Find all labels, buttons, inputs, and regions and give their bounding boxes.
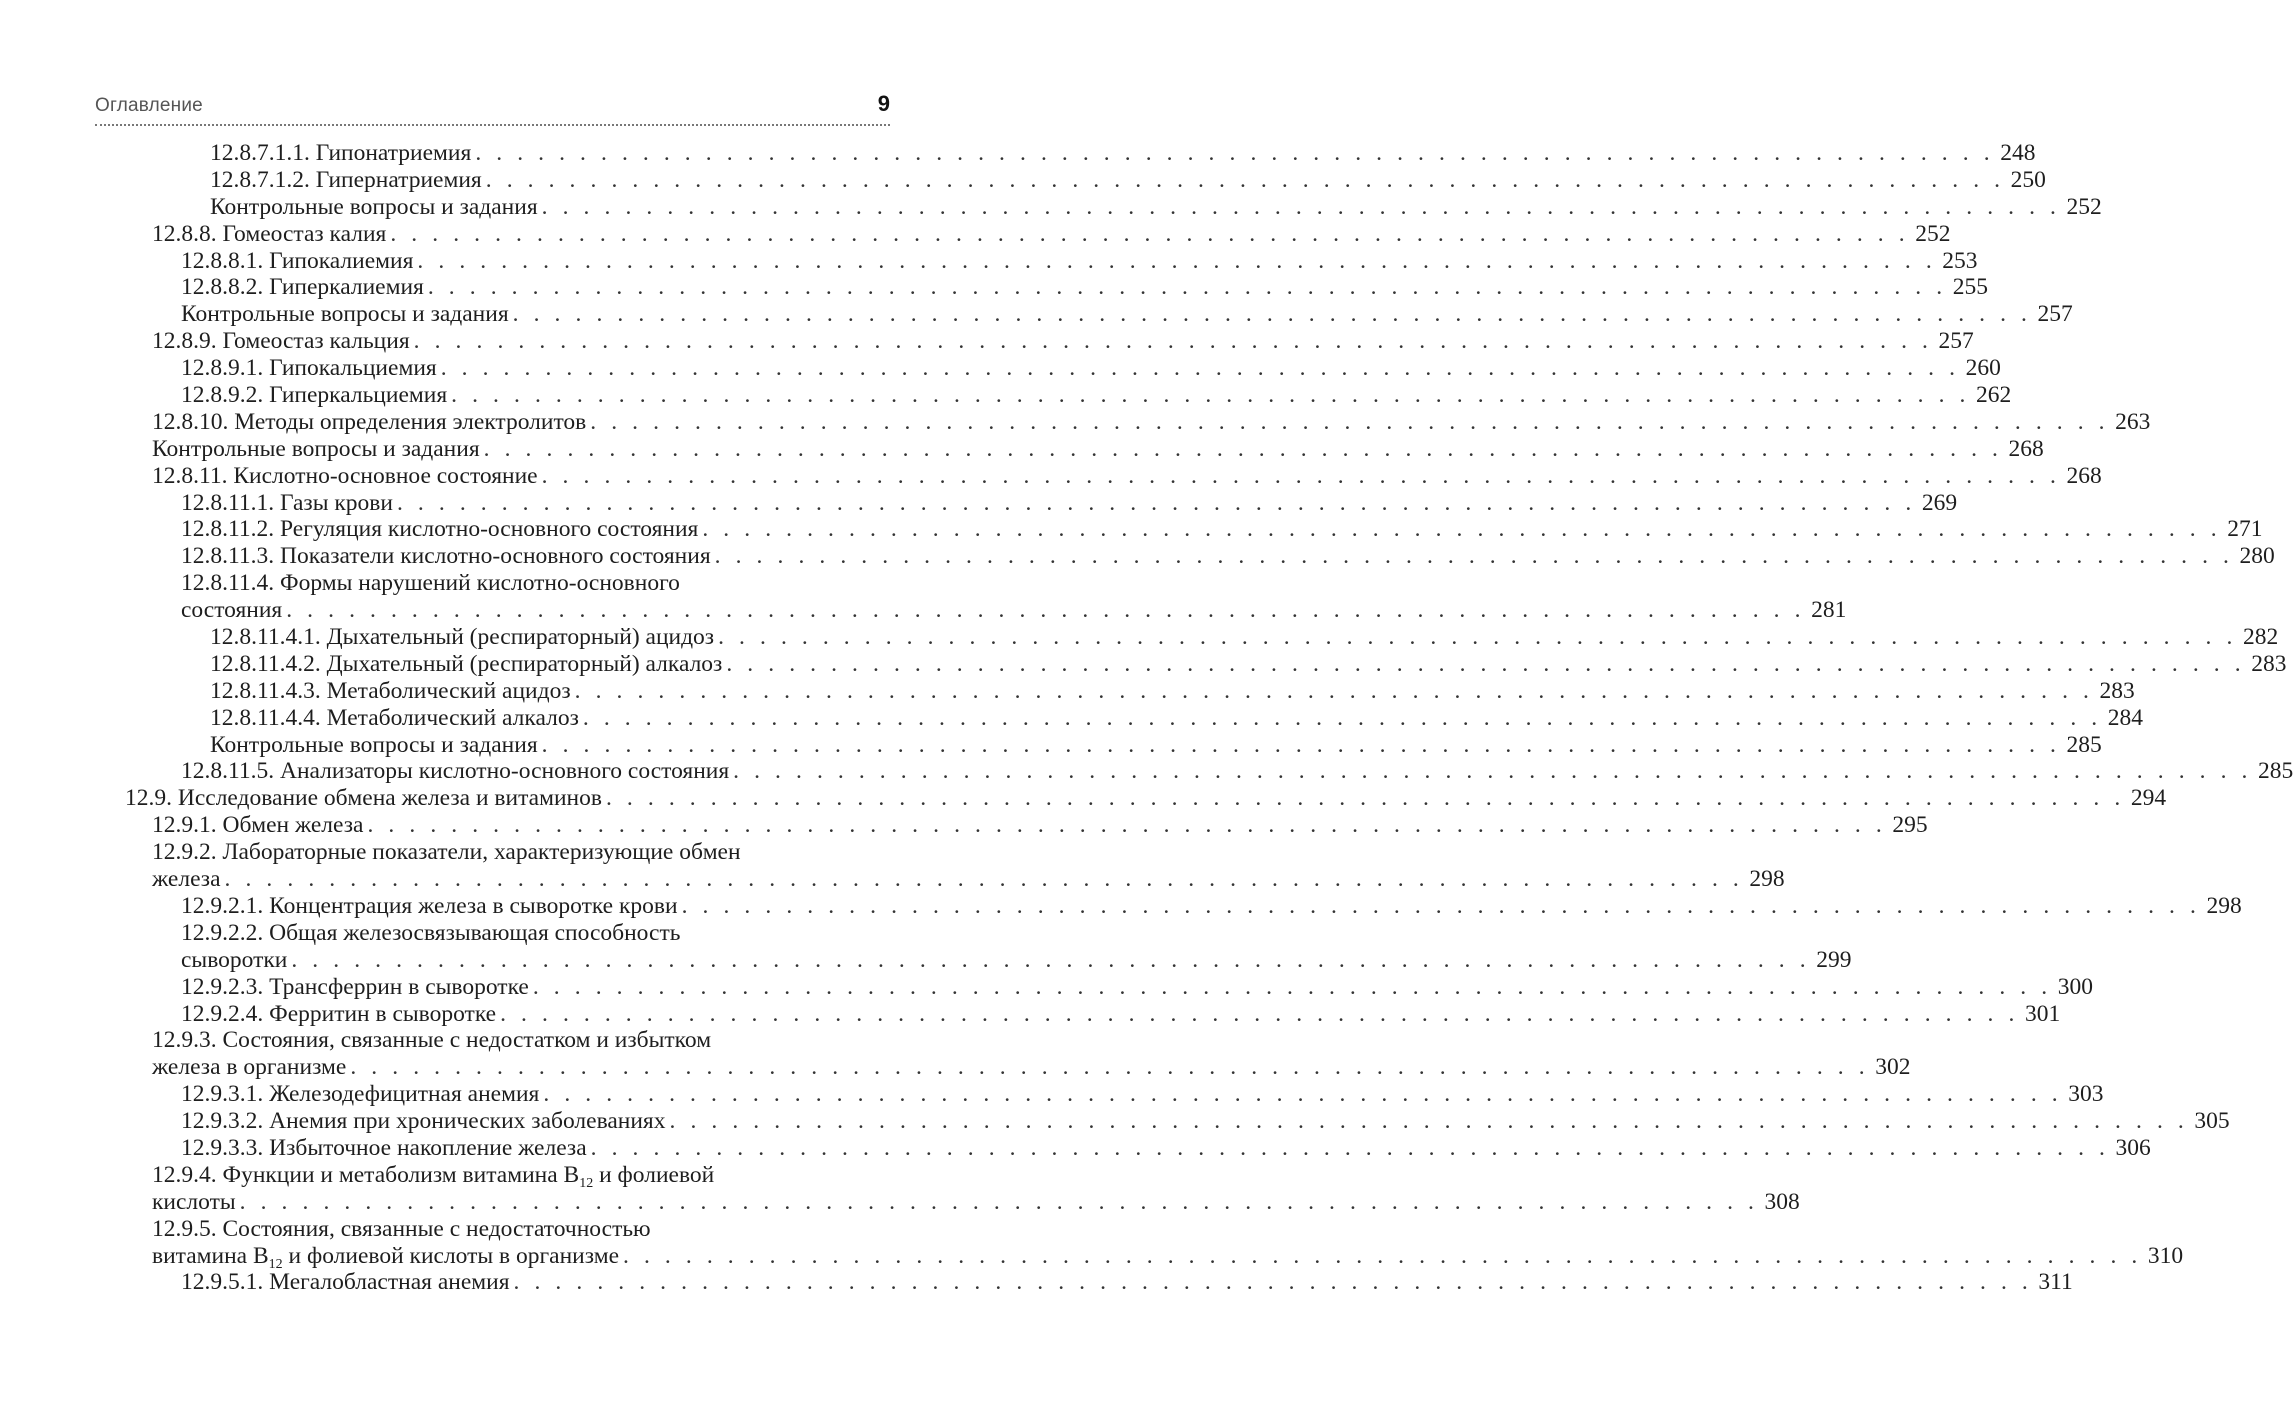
toc-entry-title: Контрольные вопросы и задания — [152, 435, 480, 462]
dot-leader: . . . . . . . . . . . . . . . . . . . . . . . . . . . . . . . . . . . . . . . . . . . . . . . . . . . . . . . . . . . . . . . . . . . . . . . . . — [224, 866, 1744, 893]
toc-entry-title-continuation — [152, 1243, 619, 1270]
toc-entry-page: 262 — [1976, 382, 2012, 409]
dot-leader: . . . . . . . . . . . . . . . . . . . . . . . . . . . . . . . . . . . . . . . . . . . . . . . . . . . . . . . . . . . . . . . . . . . . . . . . . — [396, 489, 1916, 516]
toc-entry-title-continuation: состояния — [181, 597, 283, 624]
toc-entry[interactable] — [0, 543, 2275, 570]
toc-entry-title: 12.9.3.2. Анемия при хронических заболеваниях — [181, 1108, 666, 1135]
toc-entry[interactable] — [0, 839, 1785, 893]
toc-entry-page: 283 — [2251, 650, 2287, 677]
section-title: Оглавление — [95, 95, 203, 116]
toc-entry-page: 271 — [2227, 516, 2263, 543]
toc-entry-page: 257 — [2037, 301, 2073, 328]
toc-entry-page: 282 — [2242, 624, 2279, 651]
toc-entry[interactable] — [0, 301, 2073, 328]
toc-entry-title: 12.8.11.4.4. Метаболический алкалоз — [210, 704, 579, 731]
subscript: 12 — [579, 1175, 594, 1191]
toc-entry[interactable] — [0, 193, 2102, 221]
toc-entry[interactable] — [0, 1215, 2184, 1272]
toc-entry-page: 300 — [2057, 973, 2093, 1000]
toc-entry-page: 248 — [2000, 140, 2036, 166]
toc-entry[interactable] — [0, 1027, 1911, 1081]
toc-entry-title: 12.9.2.2. Общая железосвязывающая способность — [181, 919, 681, 946]
toc-entry-page: 311 — [2038, 1269, 2073, 1296]
toc-entry-title: 12.9.3.3. Избыточное накопление железа — [181, 1134, 587, 1161]
toc-entry-page: 280 — [2239, 543, 2275, 570]
toc-entry-page: 306 — [2115, 1134, 2151, 1161]
toc-entry-title: 12.8.11.4.2. Дыхательный (респираторный) алкалоз — [210, 650, 723, 677]
toc-entry-title: 12.9.2.3. Трансферрин в сыворотке — [181, 973, 529, 1000]
toc-entry-title: 12.8.11.4.3. Метаболический ацидоз — [210, 677, 571, 704]
toc-entry-title: 12.9.3. Состояния, связанные с недостатком и избытком — [152, 1027, 712, 1054]
dot-leader: . . . . . . . . . . . . . . . . . . . . . . . . . . . . . . . . . . . . . . . . . . . . . . . . . . . . . . . . . . . . . . . . . . . . . . . . . — [239, 1188, 1759, 1215]
toc-entry[interactable] — [0, 274, 1988, 301]
dot-leader: . . . . . . . . . . . . . . . . . . . . . . . . . . . . . . . . . . . . . . . . . . . . . . . . . . . . . . . . . . . . . . . . . . . . . . . . . — [669, 1108, 2189, 1135]
table-of-contents — [0, 140, 2293, 1296]
dot-leader: . . . . . . . . . . . . . . . . . . . . . . . . . . . . . . . . . . . . . . . . . . . . . . . . . . . . . . . . . . . . . . . . . . . . . . . . . — [605, 785, 2125, 812]
toc-entry[interactable] — [0, 1134, 2151, 1162]
dot-leader: . . . . . . . . . . . . . . . . . . . . . . . . . . . . . . . . . . . . . . . . . . . . . . . . . . . . . . . . . . . . . . . . . . . . . . . . . — [590, 1134, 2110, 1161]
toc-entry-page: 252 — [1915, 220, 1951, 247]
toc-entry[interactable] — [0, 758, 2293, 785]
toc-entry[interactable] — [0, 1269, 2073, 1296]
dot-leader: . . . . . . . . . . . . . . . . . . . . . . . . . . . . . . . . . . . . . . . . . . . . . . . . . . . . . . . . . . . . . . . . . . . . . . . . . — [475, 140, 1995, 166]
toc-entry[interactable] — [0, 812, 1928, 839]
toc-entry-title: Контрольные вопросы и задания — [210, 731, 538, 758]
dot-leader: . . . . . . . . . . . . . . . . . . . . . . . . . . . . . . . . . . . . . . . . . . . . . . . . . . . . . . . . . . . . . . . . . . . . . . . . . — [291, 946, 1811, 973]
toc-entry-page: 305 — [2194, 1108, 2230, 1135]
toc-entry-page: 302 — [1875, 1054, 1911, 1081]
dot-leader: . . . . . . . . . . . . . . . . . . . . . . . . . . . . . . . . . . . . . . . . . . . . . . . . . . . . . . . . . . . . . . . . . . . . . . . . . — [681, 892, 2201, 919]
dot-leader: . . . . . . . . . . . . . . . . . . . . . . . . . . . . . . . . . . . . . . . . . . . . . . . . . . . . . . . . . . . . . . . . . . . . . . . . . — [623, 1242, 2142, 1269]
toc-entry-page: 253 — [1942, 247, 1978, 274]
toc-entry-title: 12.8.9.2. Гиперкальциемия — [181, 382, 448, 409]
toc-entry-page: 284 — [2107, 704, 2143, 731]
dot-leader: . . . . . . . . . . . . . . . . . . . . . . . . . . . . . . . . . . . . . . . . . . . . . . . . . . . . . . . . . . . . . . . . . . . . . . . . . — [513, 1269, 2033, 1296]
toc-entry[interactable] — [0, 489, 1958, 517]
toc-entry-title-continuation: кислоты — [152, 1188, 236, 1215]
dot-leader: . . . . . . . . . . . . . . . . . . . . . . . . . . . . . . . . . . . . . . . . . . . . . . . . . . . . . . . . . . . . . . . . . . . . . . . . . — [718, 624, 2237, 651]
dot-leader: . . . . . . . . . . . . . . . . . . . . . . . . . . . . . . . . . . . . . . . . . . . . . . . . . . . . . . . . . . . . . . . . . . . . . . . . . — [543, 1081, 2063, 1108]
toc-entry[interactable] — [0, 1161, 1800, 1216]
dot-leader: . . . . . . . . . . . . . . . . . . . . . . . . . . . . . . . . . . . . . . . . . . . . . . . . . . . . . . . . . . . . . . . . . . . . . . . . . — [532, 973, 2052, 1000]
toc-entry[interactable] — [0, 140, 2036, 167]
toc-entry-title: Контрольные вопросы и задания — [210, 193, 538, 220]
toc-entry-page: 298 — [2206, 892, 2242, 919]
toc-entry[interactable] — [0, 1000, 2061, 1028]
dot-leader: . . . . . . . . . . . . . . . . . . . . . . . . . . . . . . . . . . . . . . . . . . . . . . . . . . . . . . . . . . . . . . . . . . . . . . . . . — [413, 328, 1933, 355]
toc-entry[interactable] — [0, 516, 2263, 543]
dot-leader: . . . . . . . . . . . . . . . . . . . . . . . . . . . . . . . . . . . . . . . . . . . . . . . . . . . . . . . . . . . . . . . . . . . . . . . . . — [726, 650, 2246, 677]
toc-entry-title: 12.9. Исследование обмена железа и витаминов — [125, 785, 602, 812]
toc-entry[interactable] — [0, 166, 2046, 194]
dot-leader: . . . . . . . . . . . . . . . . . . . . . . . . . . . . . . . . . . . . . . . . . . . . . . . . . . . . . . . . . . . . . . . . . . . . . . . . . — [541, 462, 2061, 489]
toc-entry[interactable] — [0, 1108, 2230, 1135]
toc-entry-page: 299 — [1816, 946, 1852, 973]
dot-leader: . . . . . . . . . . . . . . . . . . . . . . . . . . . . . . . . . . . . . . . . . . . . . . . . . . . . . . . . . . . . . . . . . . . . . . . . . — [451, 382, 1971, 409]
toc-entry-title: 12.8.7.1.1. Гипонатриемия — [210, 140, 472, 166]
toc-entry-page: 310 — [2147, 1242, 2184, 1269]
toc-entry[interactable] — [0, 785, 2167, 812]
dot-leader: . . . . . . . . . . . . . . . . . . . . . . . . . . . . . . . . . . . . . . . . . . . . . . . . . . . . . . . . . . . . . . . . . . . . . . . . . — [390, 220, 1910, 247]
dot-leader: . . . . . . . . . . . . . . . . . . . . . . . . . . . . . . . . . . . . . . . . . . . . . . . . . . . . . . . . . . . . . . . . . . . . . . . . . — [350, 1054, 1870, 1081]
toc-entry-title: 12.8.9. Гомеостаз кальция — [152, 328, 410, 355]
toc-entry-page: 285 — [2066, 731, 2102, 758]
toc-entry[interactable] — [0, 919, 1852, 974]
subscript: 12 — [268, 1256, 283, 1272]
toc-entry-page: 295 — [1892, 812, 1928, 839]
toc-entry-title: 12.8.8. Гомеостаз калия — [152, 220, 387, 247]
toc-entry-title: Контрольные вопросы и задания — [181, 301, 509, 328]
page-number: 9 — [877, 91, 890, 116]
toc-entry-page: 269 — [1921, 489, 1958, 516]
toc-entry-title-continuation: железа в организме — [152, 1054, 347, 1081]
toc-entry-page: 294 — [2130, 785, 2167, 812]
toc-entry-title: 12.8.11. Кислотно-основное состояние — [152, 462, 538, 489]
toc-entry-page: 263 — [2115, 408, 2151, 435]
toc-entry[interactable] — [0, 624, 2279, 651]
toc-entry-title: 12.9.1. Обмен железа — [152, 812, 364, 839]
toc-entry-page: 281 — [1811, 597, 1847, 624]
toc-entry-title: 12.8.11.2. Регуляция кислотно-основного состояния — [181, 516, 699, 543]
dot-leader: . . . . . . . . . . . . . . . . . . . . . . . . . . . . . . . . . . . . . . . . . . . . . . . . . . . . . . . . . . . . . . . . . . . . . . . . . — [485, 166, 2005, 193]
dot-leader: . . . . . . . . . . . . . . . . . . . . . . . . . . . . . . . . . . . . . . . . . . . . . . . . . . . . . . . . . . . . . . . . . . . . . . . . . — [286, 597, 1806, 624]
toc-entry-title: 12.8.9.1. Гипокальциемия — [181, 355, 437, 382]
dot-leader: . . . . . . . . . . . . . . . . . . . . . . . . . . . . . . . . . . . . . . . . . . . . . . . . . . . . . . . . . . . . . . . . . . . . . . . . . — [512, 301, 2032, 328]
toc-entry-title-part: витамина B — [152, 1242, 269, 1269]
toc-entry[interactable] — [0, 408, 2151, 436]
toc-entry[interactable] — [0, 677, 2135, 705]
toc-entry-title-part: и фолиевой — [593, 1161, 715, 1188]
toc-entry-title: 12.9.2.1. Концентрация железа в сыворотке крови — [181, 892, 678, 919]
toc-entry-page: 255 — [1952, 274, 1988, 301]
toc-entry[interactable] — [0, 973, 2093, 1001]
dot-leader: . . . . . . . . . . . . . . . . . . . . . . . . . . . . . . . . . . . . . . . . . . . . . . . . . . . . . . . . . . . . . . . . . . . . . . . . . — [417, 247, 1937, 274]
toc-entry-page: 301 — [2024, 1000, 2061, 1027]
toc-entry-title: 12.9.2. Лабораторные показатели, характеризующие обмен — [152, 839, 741, 866]
toc-entry-page: 285 — [2258, 758, 2293, 785]
toc-entry-title: 12.8.8.2. Гиперкалиемия — [181, 274, 424, 301]
dot-leader: . . . . . . . . . . . . . . . . . . . . . . . . . . . . . . . . . . . . . . . . . . . . . . . . . . . . . . . . . . . . . . . . . . . . . . . . . — [574, 677, 2094, 704]
toc-entry-page: 252 — [2066, 193, 2102, 220]
toc-entry-title: 12.8.8.1. Гипокалиемия — [181, 247, 414, 274]
toc-entry-title: 12.8.11.1. Газы крови — [181, 489, 393, 516]
toc-entry[interactable] — [0, 731, 2102, 759]
toc-entry-title: 12.8.11.4. Формы нарушений кислотно-основного — [181, 570, 680, 597]
toc-entry-page: 260 — [1965, 355, 2001, 382]
toc-entry-page: 268 — [2008, 435, 2044, 462]
dot-leader: . . . . . . . . . . . . . . . . . . . . . . . . . . . . . . . . . . . . . . . . . . . . . . . . . . . . . . . . . . . . . . . . . . . . . . . . . — [590, 408, 2110, 435]
toc-entry-title: 12.8.11.5. Анализаторы кислотно-основного состояния — [181, 758, 730, 785]
toc-entry-title: 12.9.2.4. Ферритин в сыворотке — [181, 1000, 497, 1027]
toc-entry[interactable] — [0, 382, 2012, 409]
toc-entry-page: 250 — [2010, 166, 2046, 193]
running-header — [95, 93, 890, 127]
dot-leader: . . . . . . . . . . . . . . . . . . . . . . . . . . . . . . . . . . . . . . . . . . . . . . . . . . . . . . . . . . . . . . . . . . . . . . . . . — [541, 193, 2061, 220]
toc-entry[interactable] — [0, 435, 2044, 463]
dot-leader: . . . . . . . . . . . . . . . . . . . . . . . . . . . . . . . . . . . . . . . . . . . . . . . . . . . . . . . . . . . . . . . . . . . . . . . . . — [483, 435, 2003, 462]
dot-leader: . . . . . . . . . . . . . . . . . . . . . . . . . . . . . . . . . . . . . . . . . . . . . . . . . . . . . . . . . . . . . . . . . . . . . . . . . — [367, 812, 1887, 839]
toc-entry-title: 12.9.5.1. Мегалобластная анемия — [181, 1269, 510, 1296]
toc-entry[interactable] — [0, 650, 2287, 678]
dot-leader: . . . . . . . . . . . . . . . . . . . . . . . . . . . . . . . . . . . . . . . . . . . . . . . . . . . . . . . . . . . . . . . . . . . . . . . . . — [440, 355, 1960, 382]
toc-entry[interactable] — [0, 247, 1978, 275]
toc-entry-page: 298 — [1749, 866, 1785, 893]
toc-entry-page: 257 — [1938, 328, 1974, 355]
dot-leader: . . . . . . . . . . . . . . . . . . . . . . . . . . . . . . . . . . . . . . . . . . . . . . . . . . . . . . . . . . . . . . . . . . . . . . . . . — [541, 731, 2061, 758]
toc-entry[interactable] — [0, 220, 1951, 248]
dot-leader: . . . . . . . . . . . . . . . . . . . . . . . . . . . . . . . . . . . . . . . . . . . . . . . . . . . . . . . . . . . . . . . . . . . . . . . . . — [702, 516, 2222, 543]
toc-entry-title: 12.9.3.1. Железодефицитная анемия — [181, 1081, 540, 1108]
toc-entry[interactable] — [0, 328, 1974, 355]
toc-entry-page: 303 — [2068, 1081, 2104, 1108]
toc-entry-page: 308 — [1764, 1188, 1800, 1215]
header-dotted-rule — [95, 124, 890, 126]
toc-entry[interactable] — [0, 704, 2143, 732]
toc-entry-title: 12.8.7.1.2. Гипернатриемия — [210, 166, 482, 193]
toc-entry[interactable] — [0, 570, 1847, 624]
toc-entry-title-part: 12.9.4. Функции и метаболизм витамина B — [152, 1161, 580, 1188]
dot-leader: . . . . . . . . . . . . . . . . . . . . . . . . . . . . . . . . . . . . . . . . . . . . . . . . . . . . . . . . . . . . . . . . . . . . . . . . . — [582, 704, 2102, 731]
toc-entry-page: 268 — [2066, 462, 2102, 489]
toc-entry-page: 283 — [2099, 677, 2135, 704]
toc-entry-title: 12.8.11.4.1. Дыхательный (респираторный) ацидоз — [210, 624, 715, 651]
dot-leader: . . . . . . . . . . . . . . . . . . . . . . . . . . . . . . . . . . . . . . . . . . . . . . . . . . . . . . . . . . . . . . . . . . . . . . . . . — [500, 1000, 2019, 1027]
toc-entry-title: 12.8.11.3. Показатели кислотно-основного состояния — [181, 543, 711, 570]
toc-entry[interactable] — [0, 892, 2242, 920]
toc-entry-title — [152, 1162, 714, 1189]
dot-leader: . . . . . . . . . . . . . . . . . . . . . . . . . . . . . . . . . . . . . . . . . . . . . . . . . . . . . . . . . . . . . . . . . . . . . . . . . — [427, 274, 1947, 301]
toc-entry[interactable] — [0, 1081, 2104, 1108]
dot-leader: . . . . . . . . . . . . . . . . . . . . . . . . . . . . . . . . . . . . . . . . . . . . . . . . . . . . . . . . . . . . . . . . . . . . . . . . . — [714, 543, 2234, 570]
toc-entry[interactable] — [0, 355, 2001, 382]
toc-entry[interactable] — [0, 462, 2102, 490]
toc-entry-title: 12.8.10. Методы определения электролитов — [152, 408, 587, 435]
toc-entry-title-continuation: железа — [152, 866, 221, 893]
toc-entry-title-part: и фолиевой кислоты в организме — [282, 1242, 620, 1269]
dot-leader: . . . . . . . . . . . . . . . . . . . . . . . . . . . . . . . . . . . . . . . . . . . . . . . . . . . . . . . . . . . . . . . . . . . . . . . . . — [733, 758, 2253, 785]
toc-entry-title: 12.9.5. Состояния, связанные с недостаточностью — [152, 1215, 651, 1242]
toc-entry-title-continuation: сыворотки — [181, 946, 288, 973]
